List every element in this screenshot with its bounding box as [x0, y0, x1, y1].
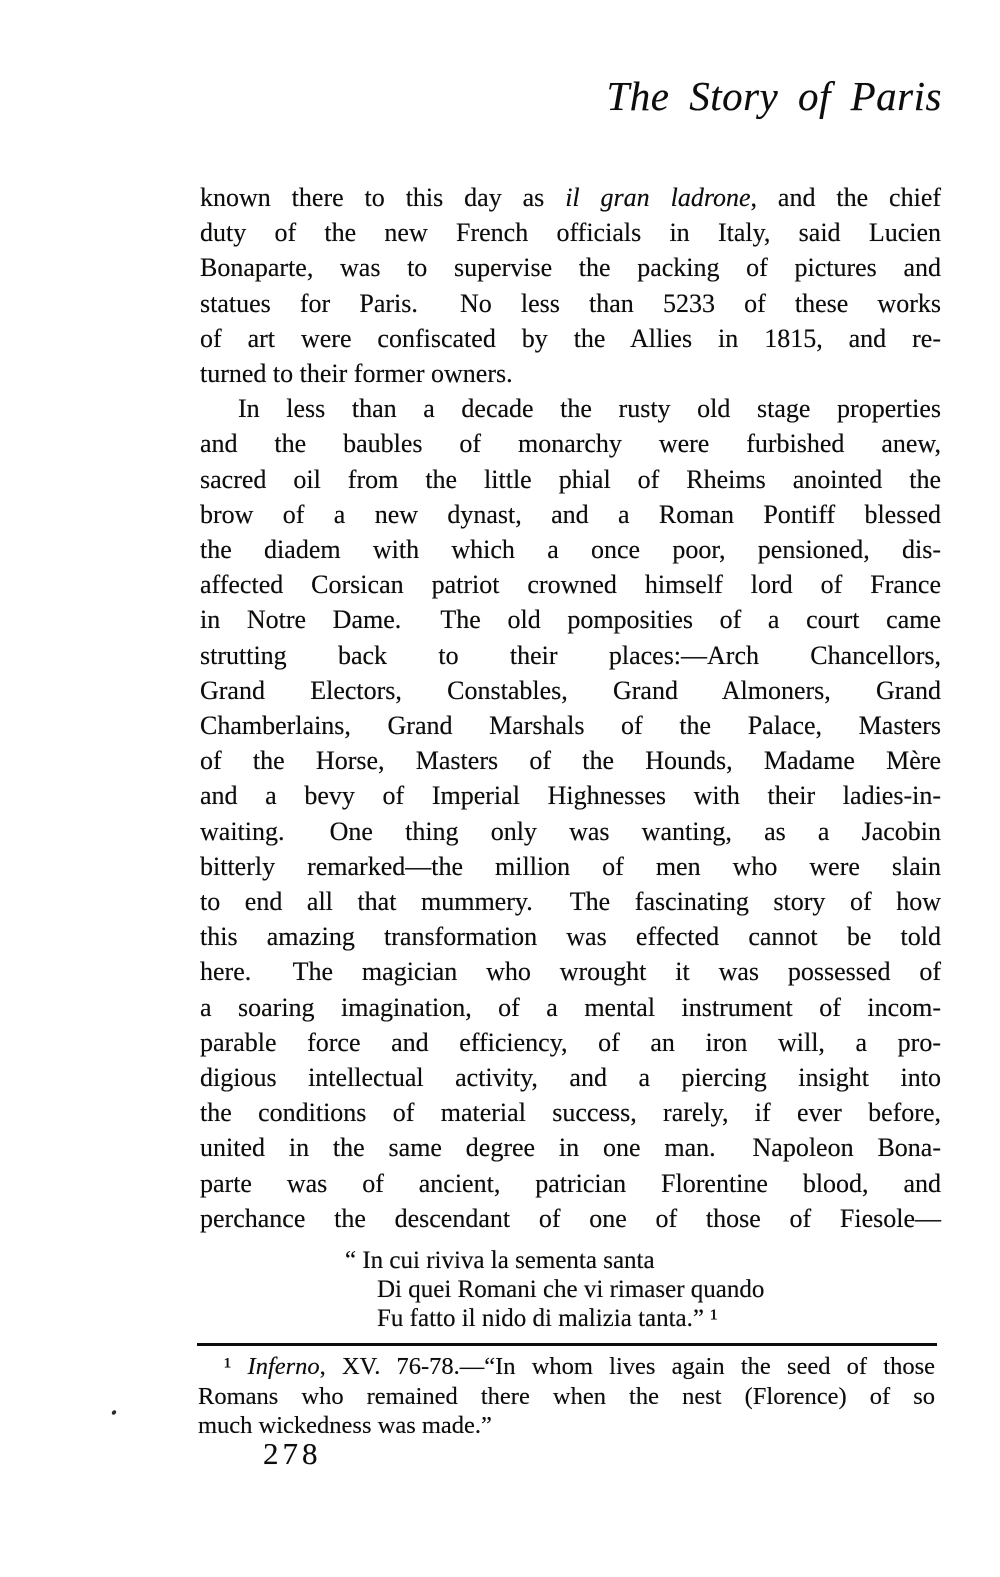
text-segment: much wickedness was made.”: [198, 1412, 492, 1439]
body-text-line: [200, 743, 941, 778]
text-segment: Bonaparte, was to supervise the packing of pictures and: [200, 253, 941, 283]
ink-speck: [111, 1409, 117, 1415]
text-segment: here. The magician who wrought it was possessed of: [200, 957, 941, 987]
text-segment: Fu fatto il nido di malizia tanta.” ¹: [377, 1305, 718, 1333]
body-text-line: [200, 602, 941, 637]
text-segment: and the baubles of monarchy were furbished anew,: [200, 429, 941, 459]
footnote-line: [198, 1382, 935, 1412]
body-text-line: [200, 1166, 941, 1201]
body-text-line: [200, 426, 941, 461]
footnote: [198, 1352, 935, 1441]
text-segment: Chamberlains, Grand Marshals of the Palace, Masters: [200, 711, 941, 741]
body-text-line: [200, 532, 941, 567]
verse-quote: [200, 1246, 941, 1334]
text-segment: ¹: [224, 1353, 248, 1380]
body-text-line: [200, 884, 941, 919]
text-segment: waiting. One thing only was wanting, as a Jacobin: [200, 816, 941, 846]
body-text-line: [200, 1025, 941, 1060]
text-segment: Grand Electors, Constables, Grand Almoners, Grand: [200, 675, 941, 705]
text-segment: united in the same degree in one man. Napoleon Bona-: [200, 1133, 941, 1163]
body-text-line: [200, 849, 941, 884]
text-segment: Di quei Romani che vi rimaser quando: [377, 1276, 765, 1304]
body-text-line: [200, 814, 941, 849]
text-segment: sacred oil from the little phial of Rheims anointed the: [200, 464, 941, 494]
body-text-line: [200, 497, 941, 532]
body-text-line: [200, 638, 941, 673]
footnote-rule: [197, 1343, 937, 1346]
body-text-line: [200, 708, 941, 743]
body-text-line: [200, 286, 941, 321]
footnote-line: [198, 1352, 935, 1382]
body-text-line: [200, 954, 941, 989]
body-text-line: [200, 356, 941, 391]
text-segment: to end all that mummery. The fascinating story of how: [200, 887, 941, 917]
body-text-line: [200, 990, 941, 1025]
text-segment: “ In cui riviva la sementa santa: [345, 1247, 655, 1274]
text-segment: , XV. 76-78.—“In whom lives again the seed of those: [319, 1353, 935, 1380]
text-segment: the conditions of material success, rarely, if ever before,: [200, 1098, 941, 1128]
text-segment: and a bevy of Imperial Highnesses with their ladies-in-: [200, 781, 941, 811]
text-segment: digious intellectual activity, and a piercing insight into: [200, 1063, 941, 1093]
body-text: [200, 180, 941, 1236]
text-segment: known there to this day as: [200, 183, 566, 212]
text-segment: brow of a new dynast, and a Roman Pontiff blessed: [200, 499, 941, 529]
italic-text-segment: Inferno: [247, 1353, 320, 1380]
verse-line: [200, 1304, 941, 1333]
body-text-line: [200, 180, 941, 215]
body-text-line: [200, 778, 941, 813]
page-number: 278: [263, 1436, 322, 1471]
text-segment: bitterly remarked—the million of men who were slain: [200, 851, 941, 881]
running-header: The Story of Paris: [606, 73, 942, 119]
text-segment: statues for Paris. No less than 5233 of these works: [200, 288, 941, 318]
text-segment: of art were confiscated by the Allies in 1815, and re-: [200, 323, 941, 353]
text-segment: In less than a decade the rusty old stage properties: [238, 394, 941, 424]
text-segment: the diadem with which a once poor, pensioned, dis-: [200, 535, 941, 565]
body-text-line: [200, 1060, 941, 1095]
italic-text-segment: il gran ladrone: [565, 183, 751, 212]
text-segment: this amazing transformation was effected cannot be told: [200, 922, 941, 952]
body-text-line: [200, 250, 941, 285]
text-segment: a soaring imagination, of a mental instrument of incom-: [200, 992, 941, 1022]
text-segment: in Notre Dame. The old pomposities of a court came: [200, 605, 941, 635]
text-segment: strutting back to their places:—Arch Chancellors,: [200, 640, 941, 670]
body-text-line: [200, 215, 941, 250]
text-segment: parte was of ancient, patrician Florentine blood, and: [200, 1168, 941, 1198]
verse-line: [200, 1275, 941, 1304]
body-text-line: [200, 1201, 941, 1236]
body-text-line: [200, 462, 941, 497]
text-segment: affected Corsican patriot crowned himself lord of France: [200, 570, 941, 600]
text-segment: of the Horse, Masters of the Hounds, Madame Mère: [200, 746, 941, 776]
body-text-line: [200, 1130, 941, 1165]
body-text-line: [200, 673, 941, 708]
body-text-line: [200, 391, 941, 426]
text-segment: perchance the descendant of one of those of Fiesole—: [200, 1203, 941, 1233]
text-segment: duty of the new French officials in Italy, said Lucien: [200, 218, 941, 248]
verse-line: [200, 1246, 941, 1275]
text-segment: parable force and efficiency, of an iron will, a pro-: [200, 1027, 941, 1057]
body-text-line: [200, 567, 941, 602]
text-segment: turned to their former owners.: [200, 359, 513, 389]
body-text-line: [200, 1095, 941, 1130]
body-text-line: [200, 321, 941, 356]
body-text-line: [200, 919, 941, 954]
text-segment: , and the chief: [750, 183, 942, 212]
text-segment: Romans who remained there when the nest (Florence) of so: [198, 1382, 935, 1410]
